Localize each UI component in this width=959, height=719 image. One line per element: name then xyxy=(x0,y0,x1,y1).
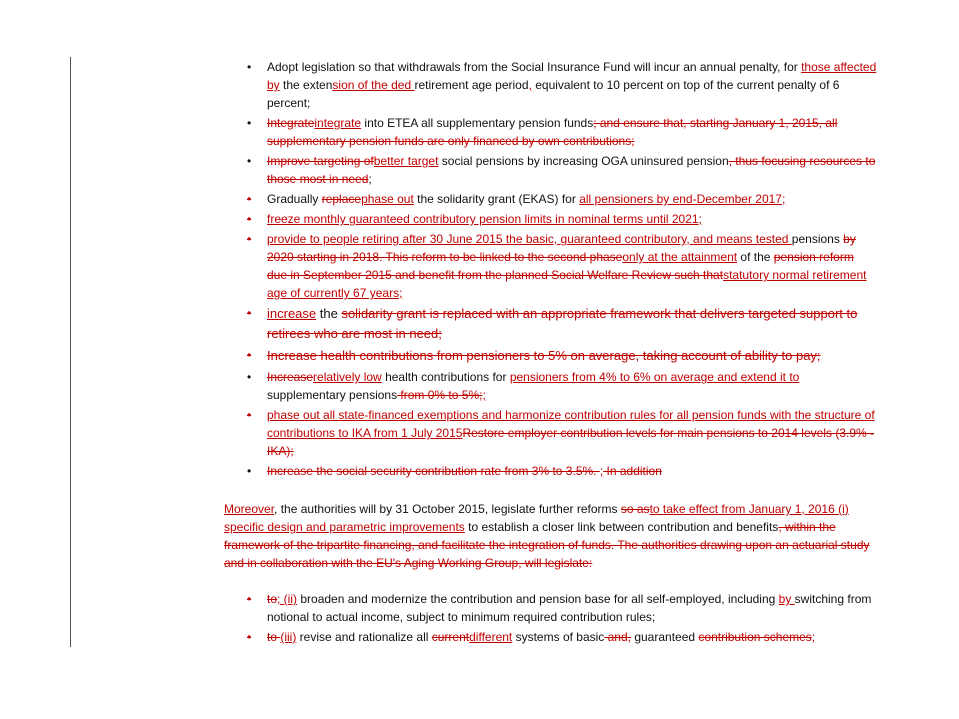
deleted-text: ; and ensure that, starting January 1, 2015, all supplementary pension funds are only financed by own contributions; xyxy=(267,116,838,148)
inserted-text: pensioners from 4% to 6% on average and extend it to xyxy=(509,370,800,384)
bullet-icon: • xyxy=(247,212,252,226)
inserted-text: to take effect from January 1, 2016 (i) specific design and parametric improvements xyxy=(224,502,849,534)
deleted-text: current xyxy=(431,630,470,644)
change-bar xyxy=(70,57,71,647)
list-item xyxy=(247,304,877,344)
bullet-icon: • xyxy=(247,232,252,246)
body-text: retirement age period xyxy=(414,78,529,92)
list-item xyxy=(247,190,877,208)
inserted-text: all pensioners by end-December 2017; xyxy=(579,192,786,206)
body-text: Gradually xyxy=(267,192,322,206)
inserted-text: only at the attainment xyxy=(622,250,738,264)
body-text: the exten xyxy=(279,78,333,92)
bullet-icon: • xyxy=(247,592,252,606)
bullet-icon: • xyxy=(247,116,252,130)
bullet-icon: • xyxy=(247,464,252,478)
body-text: , the authorities will by 31 October 2015, legislate further reforms xyxy=(274,502,621,516)
inserted-text: ; xyxy=(482,388,486,402)
inserted-text: provide to people retiring after 30 June 2015 the basic, guaranteed contributory, and means tested xyxy=(267,232,792,246)
inserted-text: integrate xyxy=(314,116,362,130)
deleted-text: Restore employer contribution levels for main pensions to 2014 levels (3.9% - IKA); xyxy=(267,426,874,458)
deleted-text: Increase the social security contribution rate from 3% to 3.5%. xyxy=(267,464,600,478)
inserted-text: ; xyxy=(599,464,604,478)
bullet-icon: • xyxy=(247,408,252,422)
deleted-text: Integrate xyxy=(267,116,315,130)
deleted-text: to xyxy=(267,592,278,606)
inserted-text: phase out xyxy=(361,192,414,206)
deleted-text: so as xyxy=(620,502,650,516)
list-item xyxy=(247,210,877,228)
body-text: social pensions by increasing OGA uninsured pension xyxy=(438,154,729,168)
body-text: of the xyxy=(737,250,774,264)
deleted-text: pension reform due in September 2015 and benefit from the planned Social Welfare Review such that xyxy=(267,250,854,282)
bullet-icon: • xyxy=(247,348,252,362)
body-text: health contributions for xyxy=(381,370,510,384)
body-text: Adopt legislation so that withdrawals from the Social Insurance Fund will incur an annual penalty xyxy=(267,60,778,74)
body-text: ; xyxy=(368,172,372,186)
inserted-text: increase xyxy=(267,306,317,321)
body-text: to establish a closer link between contribution and benefits xyxy=(464,520,779,534)
deleted-text: from 0% to 5%; xyxy=(397,388,483,402)
list-item xyxy=(247,114,877,150)
inserted-text: Moreover xyxy=(224,502,275,516)
bullet-list-further-reforms xyxy=(247,590,877,648)
body-text: supplementary pensions xyxy=(267,388,398,402)
body-text: revise and rationalize all xyxy=(296,630,432,644)
inserted-text: by xyxy=(778,592,795,606)
inserted-text: ; xyxy=(811,630,816,644)
inserted-text: better target xyxy=(373,154,439,168)
inserted-text: , xyxy=(528,78,532,92)
deleted-text: , within the framework of the tripartite financing, and facilitate the integration of funds. The authorities drawing upon an actuarial study and in collaboration with the EU's Aging Working Group, will legislate: xyxy=(224,520,870,570)
inserted-text: freeze monthly guaranteed contributory pension limits in nominal terms until 2021; xyxy=(267,212,702,226)
bullet-icon: • xyxy=(247,154,252,168)
deleted-text: contribution schemes xyxy=(698,630,812,644)
deleted-text: solidarity grant is replaced with an appropriate framework that delivers targeted support to retirees who are most in need; xyxy=(267,306,858,341)
body-text: switching from notional to actual income, subject to minimum required contribution rules; xyxy=(267,592,872,624)
body-text: pensions xyxy=(791,232,844,246)
list-item xyxy=(247,152,877,188)
inserted-text: different xyxy=(469,630,513,644)
bullet-icon: • xyxy=(247,192,252,206)
list-item xyxy=(247,590,877,626)
deleted-text: and, xyxy=(604,630,631,644)
deleted-text: In addition xyxy=(603,464,662,478)
deleted-text: Improve targeting of xyxy=(267,154,374,168)
list-item xyxy=(247,628,877,646)
bullet-icon: • xyxy=(247,370,252,384)
body-text: the solidarity grant (EKAS) for xyxy=(413,192,580,206)
list-item xyxy=(247,462,877,480)
list-item xyxy=(247,230,877,302)
bullet-icon: • xyxy=(247,630,252,644)
inserted-text: ; (ii) xyxy=(277,592,298,606)
body-text: into ETEA all supplementary pension funds xyxy=(361,116,594,130)
body-text: broaden and modernize the contribution and pension base for all self-employed, including xyxy=(297,592,779,606)
deleted-text: by 2020 starting in 2018. This reform to be linked to the second phase xyxy=(267,232,856,264)
deleted-text: replace xyxy=(321,192,362,206)
deleted-text: Increase health contributions from pensioners to 5% on average, taking account of ability to pay; xyxy=(267,348,821,363)
bullet-list-pension-measures xyxy=(247,58,877,482)
list-item xyxy=(247,368,877,404)
list-item xyxy=(247,58,877,112)
body-text: systems of basic xyxy=(512,630,605,644)
deleted-text: to xyxy=(267,630,281,644)
inserted-text: (iii) xyxy=(280,630,297,644)
body-text: , for xyxy=(777,60,802,74)
inserted-text: phase out all state-financed exemptions and harmonize contribution rules for all pension funds with the structure of contributions to IKA from 1 July 2015 xyxy=(267,408,875,440)
body-text: equivalent to 10 percent on top of the current penalty of 6 percent; xyxy=(267,78,840,110)
inserted-text: those affected by xyxy=(267,60,877,92)
body-text: guaranteed xyxy=(631,630,699,644)
list-item xyxy=(247,406,877,460)
body-text: the xyxy=(316,306,342,321)
reform-paragraph xyxy=(224,500,872,572)
deleted-text: Increase xyxy=(267,370,314,384)
bullet-icon: • xyxy=(247,306,252,320)
inserted-text: sion of the ded xyxy=(332,78,415,92)
deleted-text: , thus focusing resources to those most in need xyxy=(267,154,876,186)
list-item xyxy=(247,346,877,366)
inserted-text: relatively low xyxy=(313,370,382,384)
inserted-text: statutory normal retirement age of currently 67 years; xyxy=(267,268,867,300)
bullet-icon: • xyxy=(247,60,252,74)
